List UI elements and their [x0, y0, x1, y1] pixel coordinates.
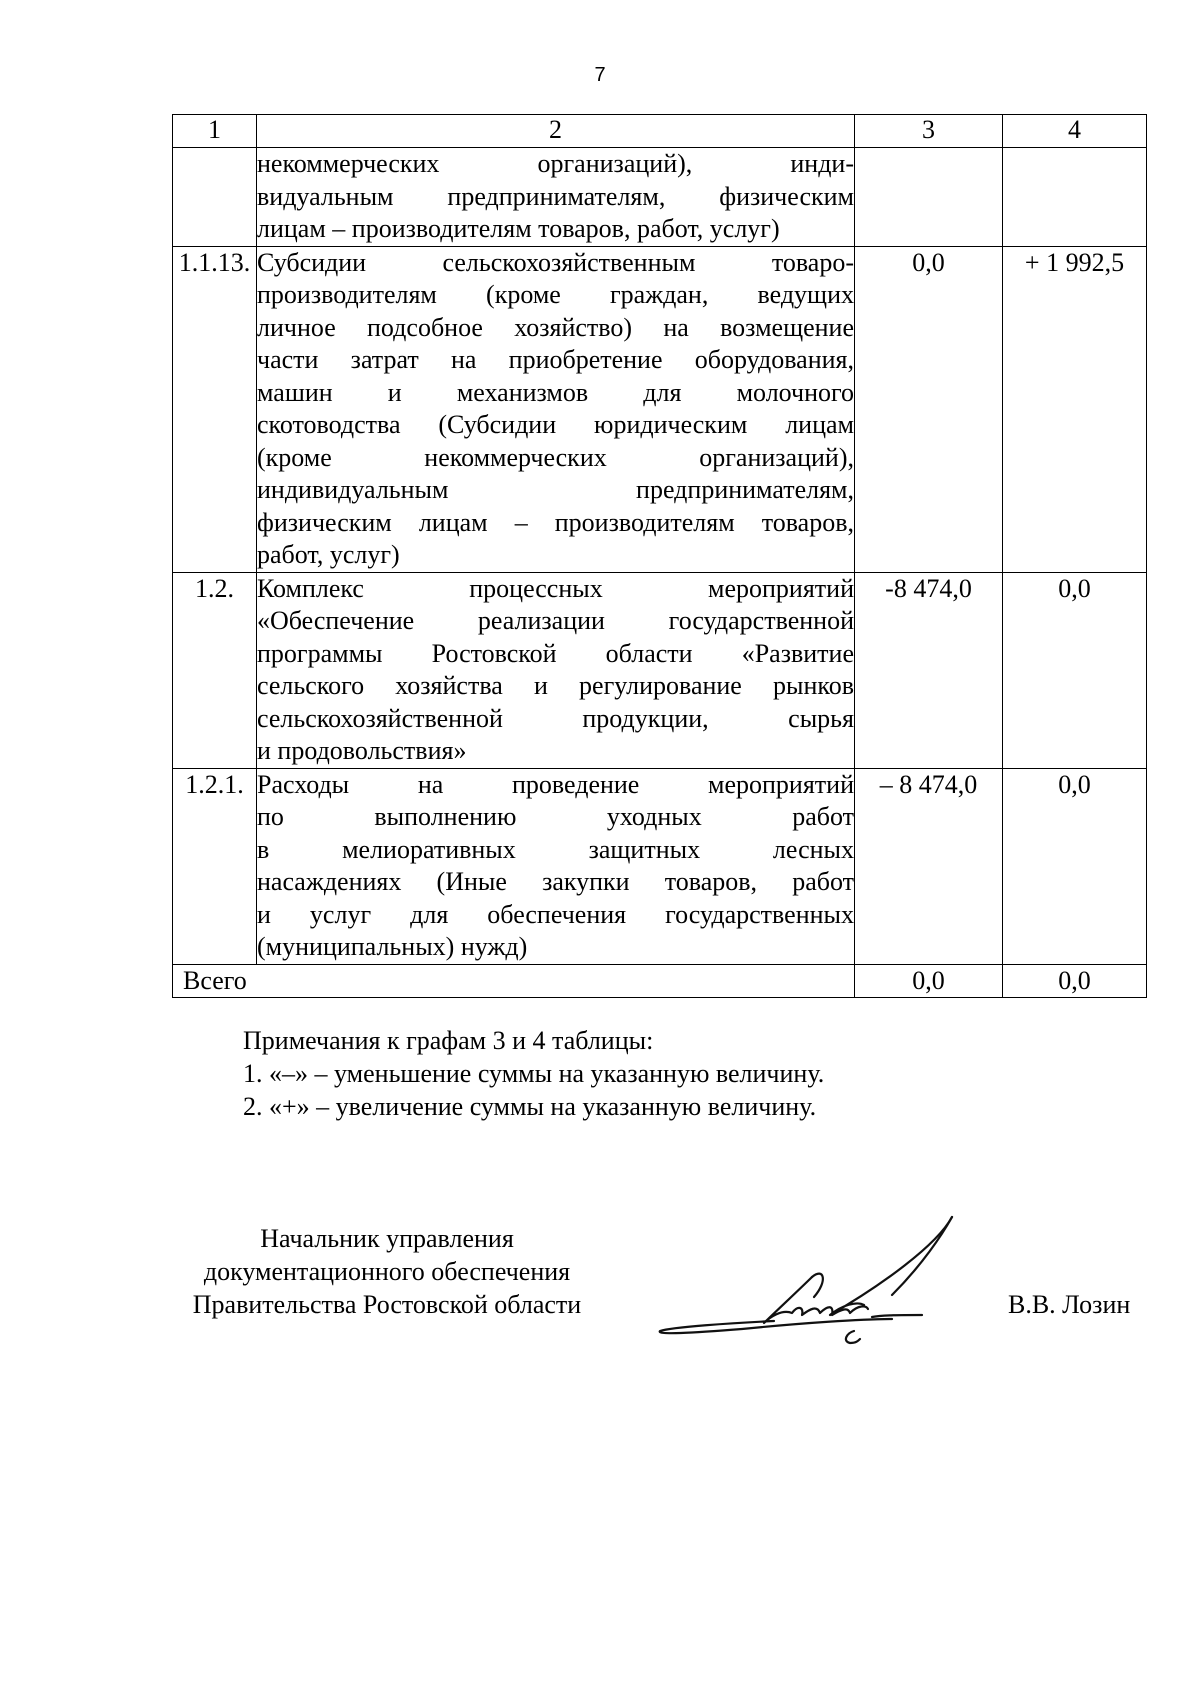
description-line: работ, услуг): [257, 540, 400, 569]
signer-position-line: Правительства Ростовской области: [192, 1290, 582, 1319]
row-description: [257, 246, 855, 572]
row-number: 1.2.: [173, 572, 257, 768]
signer-position-line: Начальник управления: [260, 1224, 514, 1253]
description-line: по выполнению уходных работ: [257, 802, 854, 831]
row-col4-value: [1003, 148, 1147, 247]
row-col4-value: + 1 992,5: [1003, 246, 1147, 572]
description-line: личное подсобное хозяйство) на возмещение: [257, 312, 854, 342]
row-col3-value: -8 474,0: [855, 572, 1003, 768]
description-line: «Обеспечение реализации государственной: [257, 606, 854, 635]
description-line: видуальным предпринимателям, физическим: [257, 181, 854, 211]
header-cell-1: 1: [173, 115, 257, 148]
table-row: [173, 768, 1147, 964]
table-row: [173, 572, 1147, 768]
table-row: [173, 246, 1147, 572]
description-line: скотоводства (Субсидии юридическим лицам: [257, 410, 854, 439]
row-number: 1.1.13.: [173, 246, 257, 572]
row-number: 1.2.1.: [173, 768, 257, 964]
total-col4-value: 0,0: [1003, 964, 1147, 998]
row-col4-value: 0,0: [1003, 572, 1147, 768]
note-item: 1. «–» – уменьшение суммы на указанную величину.: [243, 1059, 825, 1088]
header-cell-2: 2: [257, 115, 855, 148]
page-number: 7: [594, 64, 606, 86]
description-line: производителям (кроме граждан, ведущих: [257, 280, 854, 309]
description-line: и услуг для обеспечения государственных: [257, 899, 854, 929]
signer-position-line: документационного обеспечения: [203, 1257, 571, 1286]
signer-position: [172, 1222, 602, 1321]
row-description: [257, 768, 855, 964]
description-line: сельского хозяйства и регулирование рынков: [257, 671, 854, 700]
description-line: Расходы на проведение мероприятий: [257, 769, 854, 799]
description-line: индивидуальным предпринимателям,: [257, 475, 854, 504]
description-line: программы Ростовской области «Развитие: [257, 638, 854, 668]
total-label: Всего: [173, 964, 855, 998]
description-line: Субсидии сельскохозяйственным товаро-: [257, 247, 854, 277]
row-description: [257, 572, 855, 768]
description-line: некоммерческих организаций), инди-: [257, 149, 854, 178]
table-row: [173, 148, 1147, 247]
changes-table: [172, 114, 1147, 998]
row-col3-value: 0,0: [855, 246, 1003, 572]
description-line: машин и механизмов для молочного: [257, 377, 854, 407]
description-line: (муниципальных) нужд): [257, 932, 528, 961]
description-line: части затрат на приобретение оборудования,: [257, 345, 854, 374]
total-row: [173, 964, 1147, 998]
header-cell-3: 3: [855, 115, 1003, 148]
note-item: 2. «+» – увеличение суммы на указанную величину.: [243, 1092, 817, 1121]
description-line: в мелиоративных защитных лесных: [257, 834, 854, 864]
notes-block: [243, 1024, 824, 1123]
table-header-row: [173, 115, 1147, 148]
row-col3-value: – 8 474,0: [855, 768, 1003, 964]
notes-title: Примечания к графам 3 и 4 таблицы:: [243, 1026, 654, 1055]
total-col3-value: 0,0: [855, 964, 1003, 998]
signer-name: В.В. Лозин: [1008, 1290, 1131, 1319]
description-line: физическим лицам – производителям товаров,: [257, 507, 854, 537]
description-line: Комплекс процессных мероприятий: [257, 573, 854, 603]
description-line: (кроме некоммерческих организаций),: [257, 442, 854, 472]
row-col3-value: [855, 148, 1003, 247]
description-line: лицам – производителям товаров, работ, услуг): [257, 214, 780, 243]
row-number: [173, 148, 257, 247]
row-col4-value: 0,0: [1003, 768, 1147, 964]
handwritten-signature-icon: [652, 1205, 982, 1355]
row-description: [257, 148, 855, 247]
description-line: насаждениях (Иные закупки товаров, работ: [257, 867, 854, 896]
description-line: и продовольствия»: [257, 736, 467, 765]
header-cell-4: 4: [1003, 115, 1147, 148]
description-line: сельскохозяйственной продукции, сырья: [257, 703, 854, 733]
